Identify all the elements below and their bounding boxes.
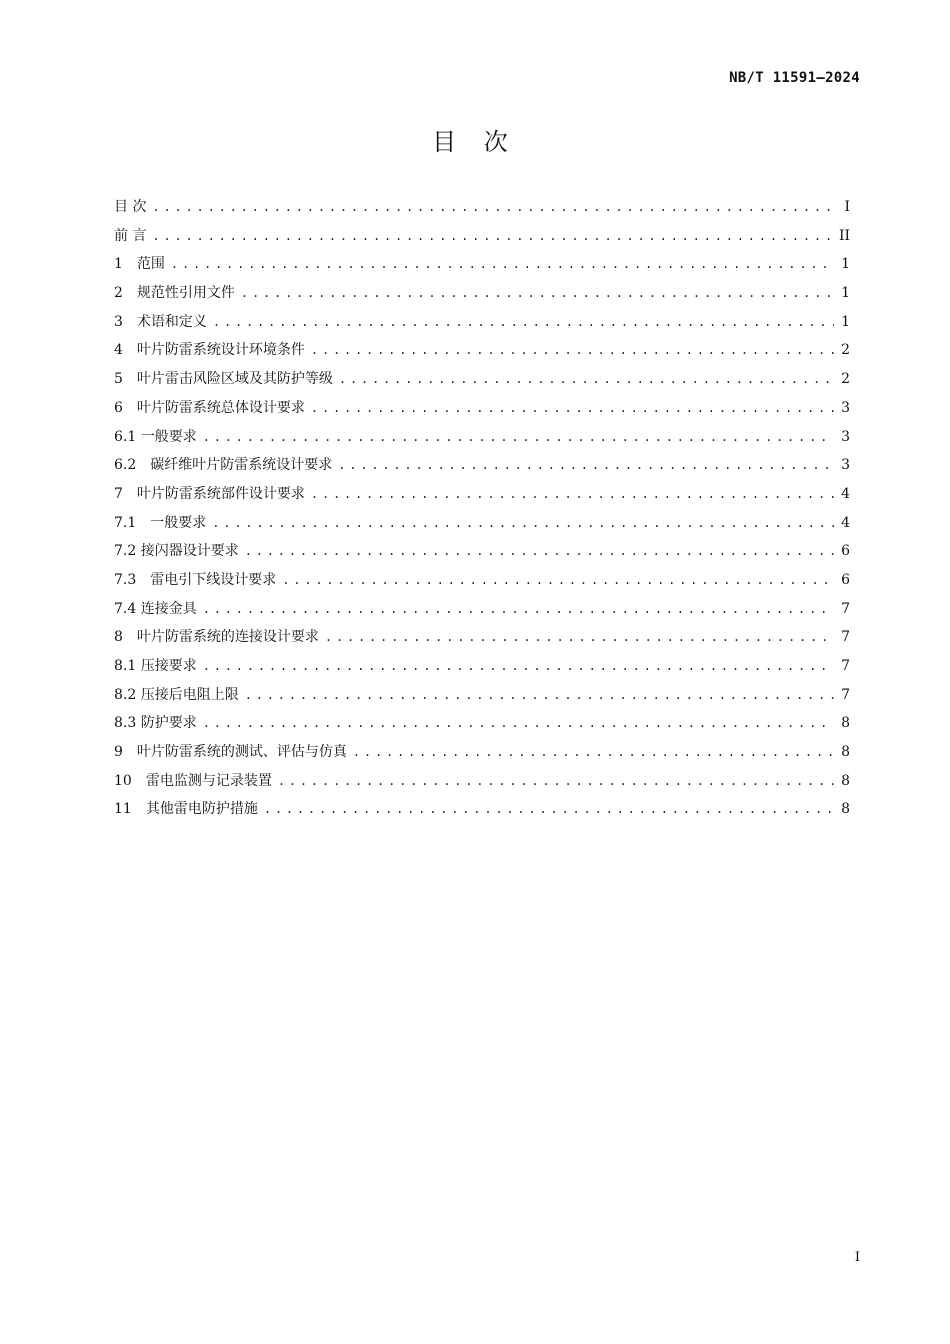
toc-entry-page: 8 <box>841 715 850 732</box>
toc-entry-label: 8.1 压接要求 <box>114 658 197 674</box>
toc-entry[interactable] <box>114 652 850 681</box>
toc-entry-page: II <box>838 227 850 244</box>
toc-entry-label: 目 次 <box>114 199 147 215</box>
toc-dot-leader <box>203 652 834 681</box>
toc-entry-page: 3 <box>841 457 850 474</box>
toc-dot-leader <box>325 623 834 652</box>
toc-entry-page: I <box>844 199 850 215</box>
toc-dot-leader <box>203 709 834 738</box>
toc-entry[interactable] <box>114 423 850 452</box>
toc-entry-label: 10 雷电监测与记录装置 <box>114 772 272 789</box>
toc-entry-page: 3 <box>841 428 850 445</box>
toc-entry[interactable] <box>114 336 850 365</box>
table-of-contents <box>114 193 850 824</box>
toc-dot-leader <box>203 423 834 452</box>
toc-entry-label: 3 术语和定义 <box>114 313 207 330</box>
toc-entry-page: 7 <box>841 686 850 703</box>
toc-entry[interactable] <box>114 509 850 538</box>
toc-entry-page: 1 <box>841 313 850 330</box>
toc-dot-leader <box>152 222 832 251</box>
toc-entry-page: 3 <box>841 399 850 416</box>
toc-dot-leader <box>212 509 834 538</box>
toc-entry[interactable] <box>114 623 850 652</box>
toc-entry[interactable] <box>114 709 850 738</box>
toc-entry-label: 8.3 防护要求 <box>114 715 197 732</box>
toc-entry-label: 8 叶片防雷系统的连接设计要求 <box>114 629 319 646</box>
toc-dot-leader <box>311 336 834 365</box>
toc-entry[interactable] <box>114 480 850 509</box>
toc-entry[interactable] <box>114 738 850 767</box>
toc-entry-label: 5 叶片雷击风险区域及其防护等级 <box>114 371 333 388</box>
toc-entry[interactable] <box>114 394 850 423</box>
document-code: NB/T 11591—2024 <box>729 70 860 86</box>
toc-dot-leader <box>245 537 834 566</box>
toc-entry-page: 7 <box>841 629 850 646</box>
toc-entry[interactable] <box>114 193 850 222</box>
toc-entry-label: 7 叶片防雷系统部件设计要求 <box>114 485 305 502</box>
toc-entry-page: 8 <box>841 772 850 789</box>
toc-entry[interactable] <box>114 308 850 337</box>
toc-entry-page: 7 <box>841 658 850 674</box>
toc-entry-page: 6 <box>841 543 850 560</box>
toc-entry-page: 8 <box>841 744 850 761</box>
toc-dot-leader <box>353 738 834 767</box>
toc-dot-leader <box>278 767 834 796</box>
toc-entry-page: 2 <box>841 371 850 388</box>
toc-entry-label: 2 规范性引用文件 <box>114 285 235 302</box>
toc-entry-label: 前 言 <box>114 227 147 244</box>
toc-entry-page: 4 <box>841 514 850 531</box>
toc-dot-leader <box>171 250 834 279</box>
toc-dot-leader <box>311 394 834 423</box>
toc-dot-leader <box>264 795 834 824</box>
toc-entry-page: 1 <box>841 256 850 273</box>
toc-entry[interactable] <box>114 365 850 394</box>
toc-entry[interactable] <box>114 451 850 480</box>
toc-entry-label: 1 范围 <box>114 256 165 273</box>
page-title: 目 次 <box>432 128 518 156</box>
toc-entry[interactable] <box>114 681 850 710</box>
toc-entry-label: 8.2 压接后电阻上限 <box>114 686 239 703</box>
toc-entry-label: 7.3 雷电引下线设计要求 <box>114 571 277 588</box>
toc-dot-leader <box>282 566 834 595</box>
toc-dot-leader <box>241 279 834 308</box>
toc-entry[interactable] <box>114 767 850 796</box>
toc-entry-label: 7.1 一般要求 <box>114 514 207 531</box>
toc-entry[interactable] <box>114 566 850 595</box>
toc-entry-label: 9 叶片防雷系统的测试、评估与仿真 <box>114 744 347 761</box>
toc-dot-leader <box>152 193 834 222</box>
toc-dot-leader <box>338 451 834 480</box>
toc-entry[interactable] <box>114 279 850 308</box>
toc-dot-leader <box>203 595 834 624</box>
toc-entry-label: 6 叶片防雷系统总体设计要求 <box>114 399 305 416</box>
toc-entry-label: 11 其他雷电防护措施 <box>114 801 258 818</box>
toc-entry-page: 7 <box>841 600 850 617</box>
toc-entry-page: 1 <box>841 285 850 302</box>
toc-entry[interactable] <box>114 250 850 279</box>
toc-entry-page: 2 <box>841 342 850 359</box>
toc-entry-page: 4 <box>841 485 850 502</box>
toc-entry[interactable] <box>114 795 850 824</box>
toc-entry[interactable] <box>114 595 850 624</box>
toc-dot-leader <box>339 365 834 394</box>
toc-dot-leader <box>311 480 834 509</box>
toc-entry-page: 6 <box>841 571 850 588</box>
toc-dot-leader <box>213 308 834 337</box>
toc-entry-label: 6.1 一般要求 <box>114 428 197 445</box>
toc-entry[interactable] <box>114 222 850 251</box>
toc-entry-label: 4 叶片防雷系统设计环境条件 <box>114 342 305 359</box>
page-number: I <box>854 1250 860 1265</box>
toc-entry[interactable] <box>114 537 850 566</box>
toc-entry-label: 7.2 接闪器设计要求 <box>114 543 239 560</box>
toc-dot-leader <box>245 681 834 710</box>
toc-entry-page: 8 <box>841 801 850 818</box>
toc-entry-label: 7.4 连接金具 <box>114 600 197 617</box>
toc-entry-label: 6.2 碳纤维叶片防雷系统设计要求 <box>114 457 333 474</box>
